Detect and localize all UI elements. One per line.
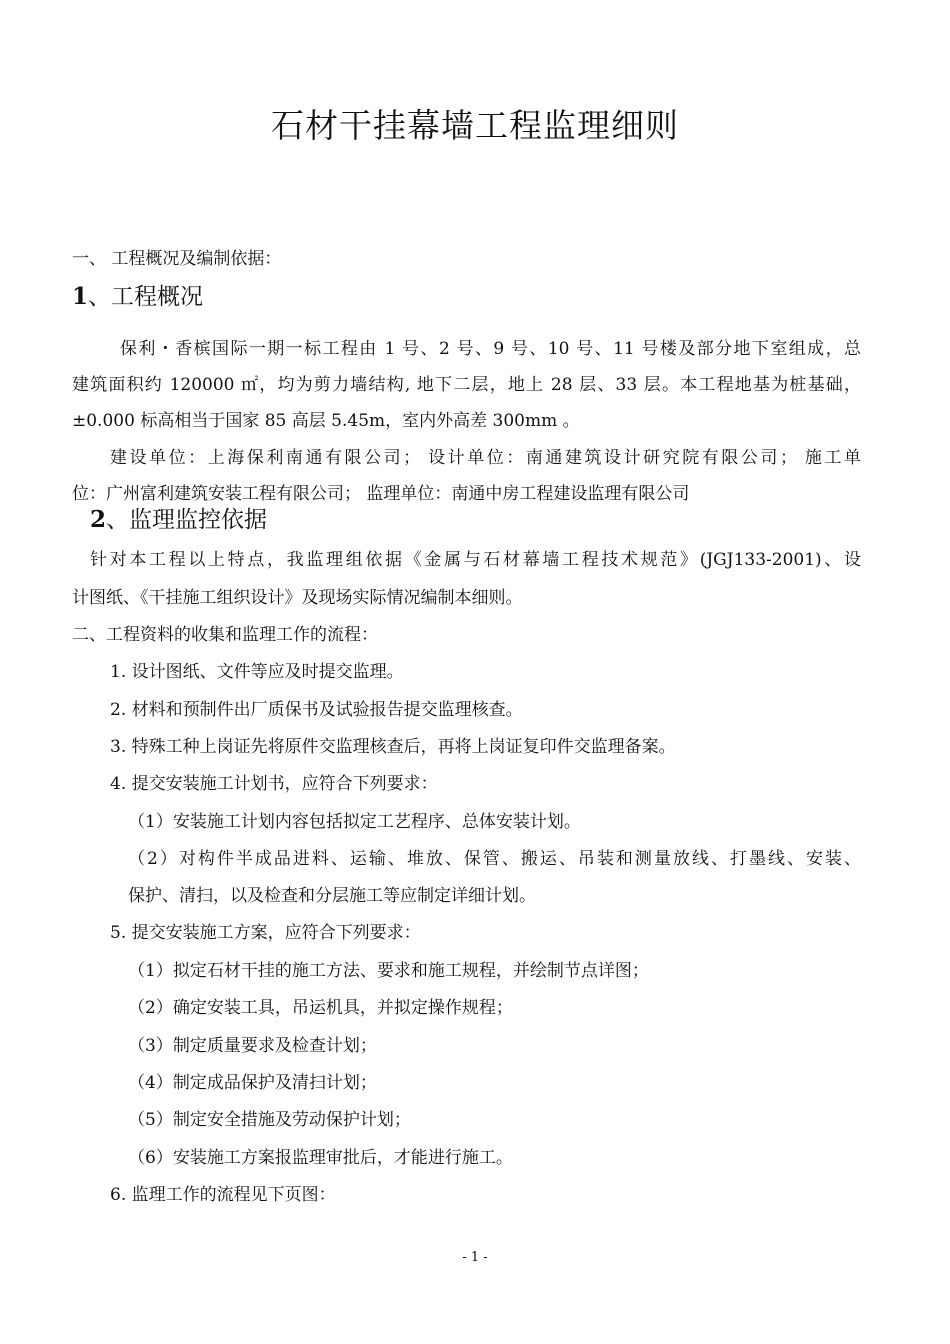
paragraph-line: 针对本工程以上特点，我监理组依据《金属与石材幕墙工程技术规范》(JGJ133-2001)、设 xyxy=(90,550,861,570)
paragraph-line: 建设单位：上海保利南通有限公司； 设计单位：南通建筑设计研究院有限公司； 施工单 xyxy=(110,448,861,468)
subheading-number: 1 xyxy=(72,283,89,310)
subheading-label: 、监理监控依据 xyxy=(106,507,268,533)
page-number: - 1 - xyxy=(462,1250,488,1265)
paragraph-line: 计图纸、《干挂施工组织设计》及现场实际情况编制本细则。 xyxy=(72,588,523,608)
paragraph-line: ±0.000 标高相当于国家 85 高层 5.45m，室内外高差 300mm 。 xyxy=(72,411,580,431)
sub-list-item: （6）安装施工方案报监理审批后，才能进行施工。 xyxy=(128,1148,513,1168)
paragraph-line: 建筑面积约 120000 ㎡，均为剪力墙结构, 地下二层，地上 28 层、33 层。本工程地基为桩基础， xyxy=(72,375,861,395)
subheading-number: 2 xyxy=(90,506,107,533)
paragraph-line: 位：广州富利建筑安装工程有限公司； 监理单位：南通中房工程建设监理有限公司 xyxy=(72,484,690,504)
section-heading-process: 二、工程资料的收集和监理工作的流程： xyxy=(72,625,378,645)
document-title: 石材干挂幕墙工程监理细则 xyxy=(271,106,679,145)
list-item: 3. 特殊工种上岗证先将原件交监理核查后，再将上岗证复印件交监理备案。 xyxy=(110,737,676,757)
list-item: 5. 提交安装施工方案，应符合下列要求： xyxy=(110,923,421,943)
list-item: 1. 设计图纸、文件等应及时提交监理。 xyxy=(110,662,404,682)
subheading-project-overview xyxy=(72,282,203,312)
sub-list-item: （2）确定安装工具，吊运机具，并拟定操作规程； xyxy=(128,998,513,1018)
list-item: 2. 材料和预制件出厂质保书及试验报告提交监理核查。 xyxy=(110,700,523,720)
sub-list-item: （3）制定质量要求及检查计划； xyxy=(128,1036,377,1056)
section-heading-overview: 一、 工程概况及编制依据： xyxy=(72,249,282,269)
sub-list-item: （1）拟定石材干挂的施工方法、要求和施工规程，并绘制节点详图； xyxy=(128,961,649,981)
subheading-supervision-basis xyxy=(90,505,267,535)
sub-list-item: 保护、清扫，以及检查和分层施工等应制定详细计划。 xyxy=(128,886,536,906)
sub-list-item: （5）制定安全措施及劳动保护计划； xyxy=(128,1110,411,1130)
sub-list-item: （2）对构件半成品进料、运输、堆放、保管、搬运、吊装和测量放线、打墨线、安装、 xyxy=(128,849,861,869)
sub-list-item: （1）安装施工计划内容包括拟定工艺程序、总体安装计划。 xyxy=(128,812,581,832)
sub-list-item: （4）制定成品保护及清扫计划； xyxy=(128,1073,377,1093)
paragraph-line: 保利・香槟国际一期一标工程由 1 号、2 号、9 号、10 号、11 号楼及部分地下室组成，总 xyxy=(120,339,861,359)
list-item: 6. 监理工作的流程见下页图： xyxy=(110,1185,336,1205)
list-item: 4. 提交安装施工计划书，应符合下列要求： xyxy=(110,774,438,794)
subheading-label: 、工程概况 xyxy=(88,284,204,310)
